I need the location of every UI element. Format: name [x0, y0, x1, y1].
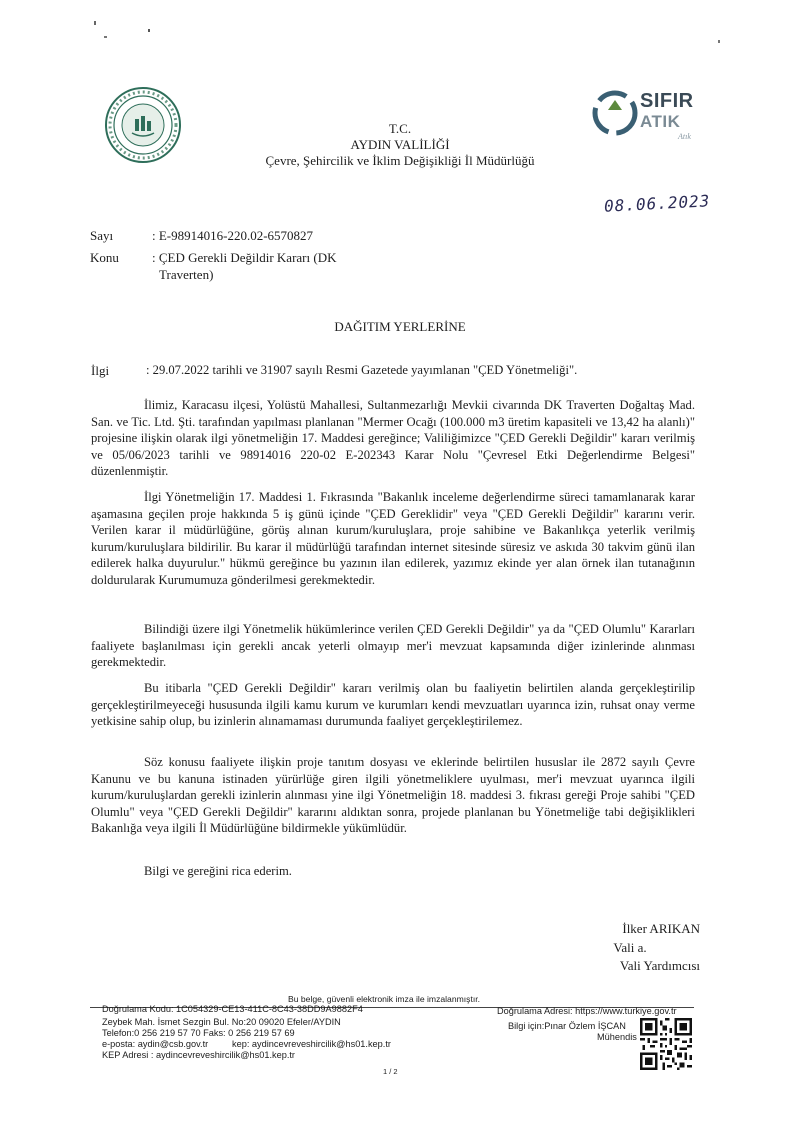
- esign-note: Bu belge, güvenli elektronik imza ile imzalanmıştır.: [288, 994, 481, 1004]
- zero-waste-tag: Atık: [678, 132, 691, 141]
- scan-mark: [94, 21, 96, 25]
- qr-code-icon: [640, 1018, 692, 1070]
- office-email: e-posta: aydin@csb.gov.tr: [102, 1039, 209, 1049]
- office-phone: Telefon:0 256 219 57 70 Faks: 0 256 219 57 69: [102, 1028, 295, 1038]
- kep-address: KEP Adresi : aydincevreveshircilik@hs01.kep.tr: [102, 1050, 295, 1060]
- info-role: Mühendis: [597, 1032, 637, 1042]
- header-governorship: AYDIN VALİLİĞİ: [350, 137, 450, 152]
- paragraph-2: İlgi Yönetmeliğin 17. Maddesi 1. Fıkrasında "Bakanlık inceleme değerlendirme süreci tamamlanarak karar aşamasına geçilen proje hakkında 5 iş günü içinde "ÇED Gereklidir" veya "ÇED Gerekli Değildir" kararını verir. Verilen karar il müdürlüğüne, görüş alınan kurum/kuruluşlara, proje sahibine ve Bakanlıkça yeterlik verilmiş kurum/kuruluşlara bildirilir. Bu karar il müdürlüğü tarafından internet sitesinde süresiz ve askıda 30 takvim günü ilan edilerek halka duyurulur." hükmü gereğince bu yazının ilan edilerek, yazımız ekinde yer alan örnek ilan tutanağının doldurularak Kurumumuza gönderilmesi gerekmektedir.: [91, 490, 695, 587]
- office-address: Zeybek Mah. İsmet Sezgin Bul. No:20 09020 Efeler/AYDIN: [102, 1017, 341, 1027]
- header-tc: T.C.: [388, 121, 412, 136]
- paragraph-4: Bu itibarla "ÇED Gerekli Değildir" kararı verilmiş olan bu faaliyetin belirtilen alanda gerçekleştirilip gerçekleştirilmeyeceği hususunda ilgili kamu kurum ve kurumları kendi mevzuatları uyarınca izin, ruhsat onay verme yetkisine sahip olup, bu izinlerin alınamaması durumunda faaliyet gerçekleştirilemez.: [91, 681, 695, 729]
- handwritten-date: 08.06.2023: [603, 191, 711, 216]
- header-directorate: Çevre, Şehircilik ve İklim Değişikliği İl Müdürlüğü: [265, 153, 535, 168]
- paragraph-6: Bilgi ve gereğini rica ederim.: [144, 864, 292, 878]
- ilgi-value: : 29.07.2022 tarihli ve 31907 sayılı Resmi Gazetede yayımlanan "ÇED Yönetmeliği".: [146, 363, 578, 377]
- paragraph-3: Bilindiği üzere ilgi Yönetmelik hükümlerince verilen ÇED Gerekli Değildir" ya da "ÇED Olumlu" Kararları faaliyete başlanılması için gerekli ancak yeterli olmayıp mer'i mevzuat kapsamında diğer izinlerinde alınması gerekmektedir.: [91, 622, 695, 670]
- sayi-value: : E-98914016-220.02-6570827: [152, 228, 314, 243]
- konu-value-line2: Traverten): [159, 267, 214, 282]
- konu-label: Konu: [90, 250, 119, 265]
- paragraph-5: Söz konusu faaliyete ilişkin proje tanıtım dosyası ve eklerinde belirtilen hususlar ile 2872 sayılı Çevre Kanunu ve bu kanuna istinaden yürürlüğe giren ilgili yönetmeliklere uyulması, mer'i mevzuat uyarınca ilgili kurum/kuruluşlardan gerekli izinlerin alınması yine ilgi Yönetmeliğin 18. maddesi 3. fıkrası gereği Proje sahibi "ÇED Olumlu" veya "ÇED Gerekli Değildir" kararını aldıktan sonra, projede planlanan bu Yönetmeliğe tabi değişiklikleri Bakanlığa veya ilgili İl Müdürlüğüne bildirmekle yükümlüdür.: [91, 755, 695, 836]
- zero-waste-word2: ATIK: [640, 112, 681, 131]
- verify-address: Doğrulama Adresi: https://www.turkiye.gov.tr: [497, 1006, 677, 1016]
- office-kep: kep: aydincevreveshircilik@hs01.kep.tr: [232, 1039, 391, 1049]
- signer-title-1: Vali a.: [613, 940, 647, 955]
- konu-value-line1: : ÇED Gerekli Değildir Kararı (DK: [152, 250, 337, 265]
- scan-mark: [718, 40, 720, 43]
- paragraph-1: İlimiz, Karacasu ilçesi, Yolüstü Mahallesi, Sultanmezarlığı Mevkii civarında DK Traverten Doğaltaş Mad. San. ve Tic. Ltd. Şti. tarafından yapılması planlanan "Mermer Ocağı (100.000 m3 üretim kapasiteli ve 13,42 ha alanlı)" projesine ilişkin olarak ilgi yönetmeliğin 17. Maddesi gereğince; Valiliğimizce "ÇED Gerekli Değildir" kararı verilmiş ve 05/06/2023 tarihli ve 98914016 220-02 E-202343 Karar Nolu "Çevresel Etki Değerlendirme Belgesi" düzenlenmiştir.: [91, 398, 695, 479]
- verify-code: Doğrulama Kodu: 1C054329-CE13-411C-8C43-38DD9A9882F4: [102, 1004, 363, 1014]
- sayi-label: Sayı: [90, 228, 114, 243]
- page-number: 1 / 2: [383, 1067, 398, 1076]
- scan-mark: [104, 36, 107, 38]
- info-contact: Bilgi için:Pınar Özlem İŞCAN: [508, 1021, 626, 1031]
- zero-waste-word1: SIFIR: [640, 90, 694, 112]
- signer-title-2: Vali Yardımcısı: [619, 958, 700, 973]
- scan-mark: [148, 29, 150, 32]
- recipient: DAĞITIM YERLERİNE: [334, 319, 466, 334]
- signer-name: İlker ARIKAN: [622, 921, 700, 936]
- ilgi-label: İlgi: [91, 363, 110, 378]
